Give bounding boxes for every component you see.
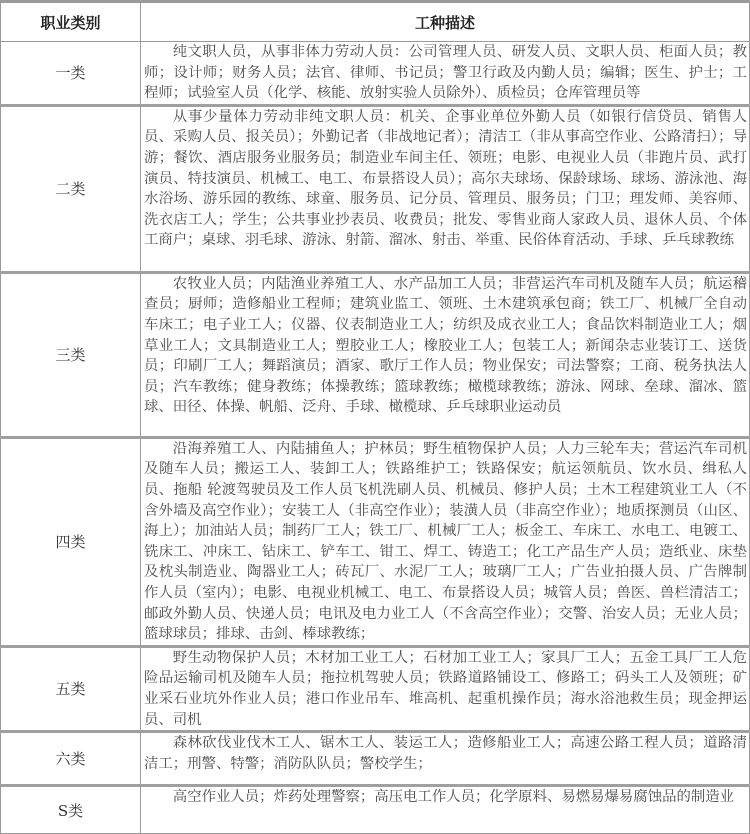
category-cell: 五类 bbox=[1, 646, 141, 731]
category-cell: 六类 bbox=[1, 732, 141, 786]
category-cell: S类 bbox=[1, 786, 141, 834]
table-row bbox=[1, 732, 750, 786]
category-cell: 三类 bbox=[1, 272, 141, 437]
table-row bbox=[1, 42, 750, 106]
description-cell: 沿海养殖工人、内陆捕鱼人；护林员；野生植物保护人员；人力三轮车夫；营运汽车司机及随车人员；搬运工人、装卸工人；铁路维护工；铁路保安；航运领航员、饮水员、缉私人员、拖船 轮渡驾驶员及工作人员飞机洗刷人员、机械员、修护人员；土木工程建筑业工人（不含外墙及高空作业）；安装工人（非高空作业）；装潢人员（非高空作业）；地质探测员（山区、海上）；加油站人员；制药厂工人；铁工厂、机械厂工人；板金工、车床工、水电工、电镀工、铣床工、冲床工、钻床工、铲车工、钳工、焊工、铸造工；化工产品生产人员；造纸业、床垫及枕头制造业、陶器业工人；砖瓦厂、水泥厂工人；玻璃厂工人；广告业拍摄人员、广告牌制作人员（室内）；电影、电视业机械工、电工、布景搭设人员；城管人员；兽医、兽栏清洁工；邮政外勤人员、快递人员；电讯及电力业工人（不含高空作业）；交警、治安人员；无业人员；篮球球员；排球、击剑、棒球教练； bbox=[141, 437, 750, 646]
category-cell: 四类 bbox=[1, 437, 141, 646]
table-row bbox=[1, 786, 750, 834]
table-row bbox=[1, 437, 750, 646]
description-cell: 纯文职人员，从事非体力劳动人员：公司管理人员、研发人员、文职人员、柜面人员；教师；设计师；财务人员；法官、律师、书记员；警卫行政及内勤人员；编辑；医生、护士；工程师；试验室人员（化学、核能、放射实验人员除外）、质检员；仓库管理员等 bbox=[141, 42, 750, 106]
header-description: 工种描述 bbox=[141, 2, 750, 42]
description-cell: 高空作业人员；炸药处理警察；高压电工作人员；化学原料、易燃易爆易腐蚀品的制造业 bbox=[141, 786, 750, 834]
header-category: 职业类别 bbox=[1, 2, 141, 42]
description-cell: 从事少量体力劳动非纯文职人员：机关、企事业单位外勤人员（如银行信贷员、销售人员、采购人员、报关员）；外勤记者（非战地记者）；清洁工（非从事高空作业、公路清扫）；导游；餐饮、酒店服务业服务员；制造业车间主任、领班；电影、电视业人员（非跑片员、武打演员、特技演员、机械工、电工、布景搭设人员）；高尔夫球场、保龄球场、球场、游泳池、海水浴场、游乐园的教练、球童、服务员、记分员、管理员、服务员；门卫；理发师、美容师、洗衣店工人；学生；公共事业抄表员、收费员；批发、零售业商人家政人员、退休人员、个体工商户；桌球、羽毛球、游泳、射箭、溜冰、射击、举重、民俗体育活动、手球、乒乓球教练 bbox=[141, 105, 750, 272]
table-header-row bbox=[1, 2, 750, 42]
description-cell: 森林砍伐业伐木工人、锯木工人、装运工人；造修船业工人；高速公路工程人员；道路清洁工；刑警、特警；消防队队员；警校学生； bbox=[141, 732, 750, 786]
table-row bbox=[1, 272, 750, 437]
category-cell: 一类 bbox=[1, 42, 141, 106]
table-row bbox=[1, 105, 750, 272]
category-cell: 二类 bbox=[1, 105, 141, 272]
table-row bbox=[1, 646, 750, 731]
description-cell: 野生动物保护人员；木材加工业工人；石材加工业工人；家具厂工人；五金工具厂工人危险品运输司机及随车人员；拖拉机驾驶人员；铁路道路铺设工、修路工；码头工人及领班；矿业采石业坑外作业人员；港口作业吊车、堆高机、起重机操作员；海水浴池救生员；现金押运员、司机 bbox=[141, 646, 750, 731]
description-cell: 农牧业人员；内陆渔业养殖工人、水产品加工人员；非营运汽车司机及随车人员；航运稽查员；厨师；造修船业工程师；建筑业监工、领班、土木建筑承包商；铁工厂、机械厂全自动车床工；电子业工人；仪器、仪表制造业工人；纺织及成衣业工人；食品饮料制造业工人；烟草业工人；文具制造业工人；塑胶业工人；橡胶业工人；包装工人；新闻杂志业装订工、送货员；印刷厂工人；舞蹈演员；酒家、歌厅工作人员；物业保安；司法警察；工商、税务执法人员；汽车教练；健身教练；体操教练；篮球教练；橄榄球教练；游泳、网球、垒球、溜冰、篮球、田径、体操、帆船、泛舟、手球、橄榄球、乒乓球职业运动员 bbox=[141, 272, 750, 437]
